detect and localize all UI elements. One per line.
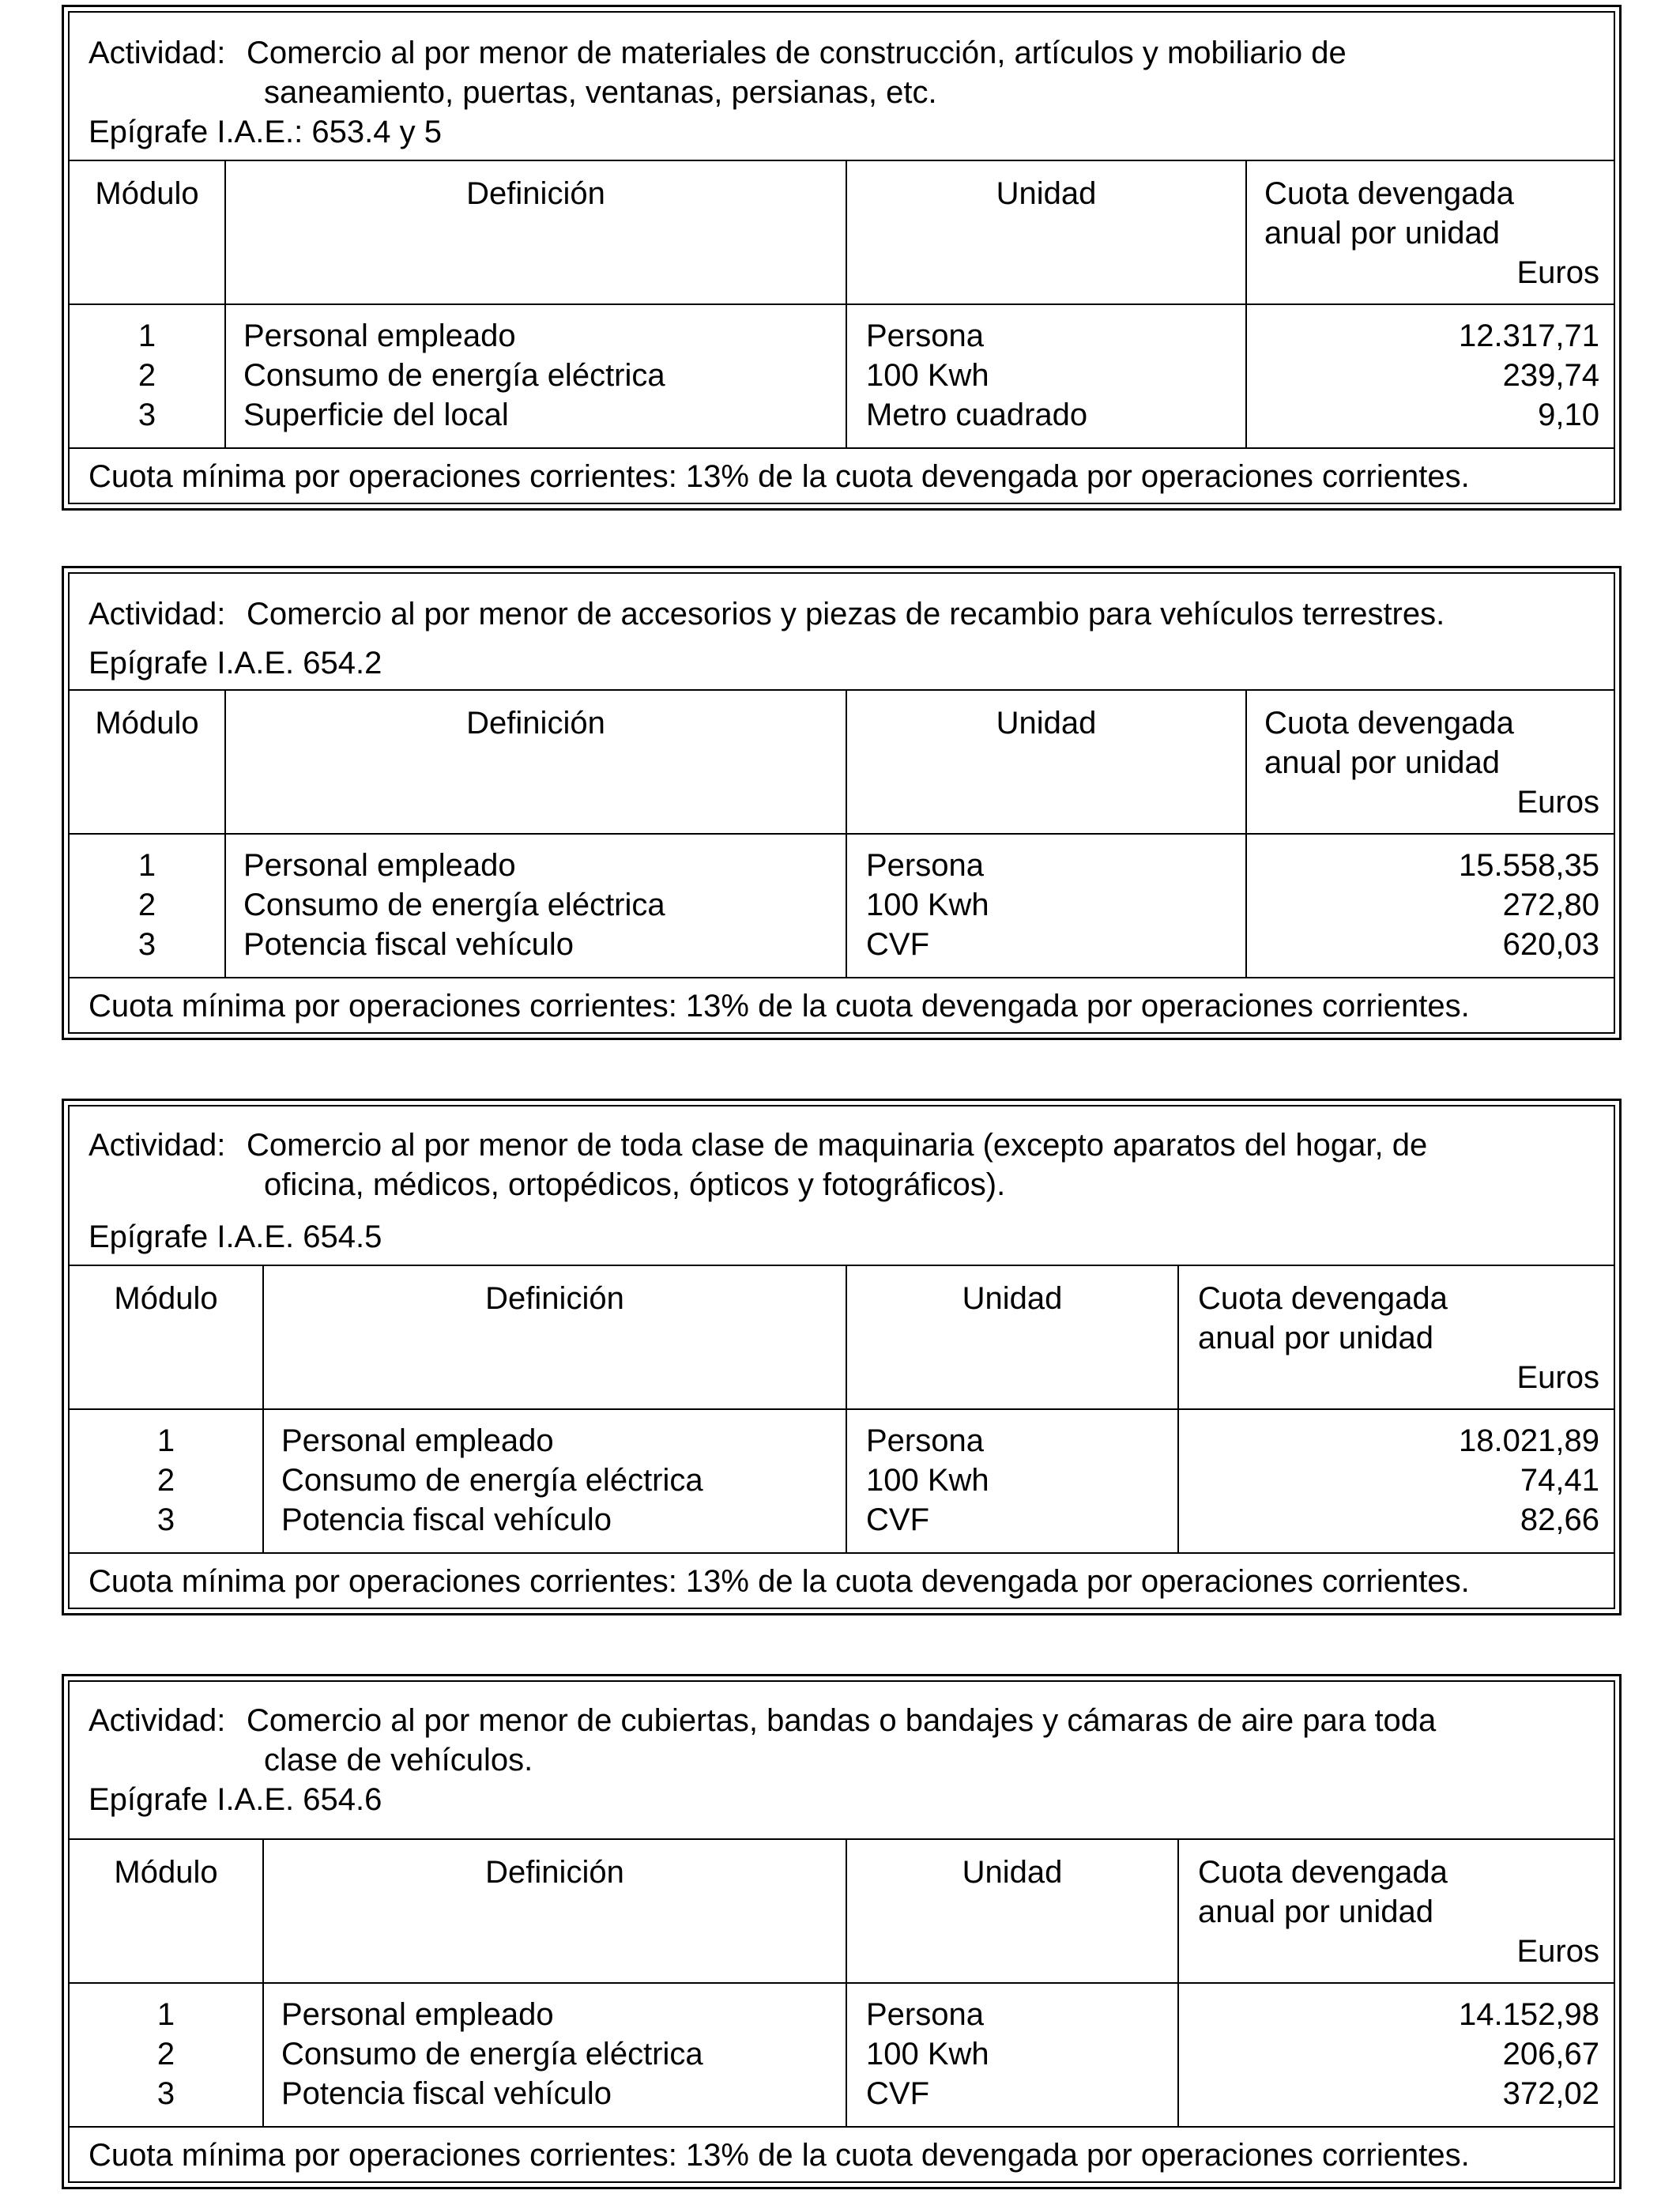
cell-cuota: 12.317,71 [1459,319,1599,353]
epigrafe: Epígrafe I.A.E.: 653.4 y 5 [89,115,442,149]
header-cuota-line-2: anual por unidad [1264,745,1501,780]
table-body [70,1410,1614,1554]
cell-cuota: 14.152,98 [1459,1997,1599,2032]
header-modulo: Módulo [95,706,199,741]
activity-description [247,1125,1595,1204]
cell-definicion: Personal empleado [281,1423,554,1458]
cell-modulo: 2 [137,358,156,393]
cell-cuota: 239,74 [1502,358,1599,393]
header-definicion: Definición [466,176,605,211]
header-cuota-line-1: Cuota devengada [1198,1855,1448,1890]
activity-block [62,566,1622,1040]
header-definicion: Definición [485,1855,624,1890]
cell-unidad: Persona [866,848,984,883]
epigrafe: Epígrafe I.A.E. 654.2 [89,646,382,680]
activity-line-2: oficina, médicos, ortopédicos, ópticos y fotográficos). [264,1167,1006,1202]
activity-label: Actividad: [89,36,226,70]
cell-modulo: 2 [156,1463,175,1498]
cell-definicion: Superficie del local [243,398,509,432]
cell-cuota: 272,80 [1502,888,1599,922]
cell-definicion: Consumo de energía eléctrica [243,888,665,922]
cuota-minima-note: Cuota mínima por operaciones corrientes: 13% de la cuota devengada por operaciones corrientes. [89,2138,1470,2173]
header-cuota-line-1: Cuota devengada [1264,176,1514,211]
activity-label: Actividad: [89,597,226,631]
cell-modulo: 2 [156,2037,175,2071]
activity-header [70,1682,1614,1840]
cell-cuota: 18.021,89 [1459,1423,1599,1458]
cell-unidad: 100 Kwh [866,888,989,922]
activity-description [247,33,1595,112]
table-body [70,1984,1614,2128]
cell-modulo: 1 [156,1423,175,1458]
cuota-minima-note: Cuota mínima por operaciones corrientes: 13% de la cuota devengada por operaciones corrientes. [89,1564,1470,1599]
cell-modulo: 1 [156,1997,175,2032]
cell-unidad: 100 Kwh [866,2037,989,2071]
cell-definicion: Personal empleado [281,1997,554,2032]
cell-cuota: 82,66 [1520,1502,1599,1537]
cell-unidad: Persona [866,1423,984,1458]
activity-line-2: saneamiento, puertas, ventanas, persianas, etc. [264,75,937,110]
activity-label: Actividad: [89,1703,226,1738]
cell-cuota: 15.558,35 [1459,848,1599,883]
cell-modulo: 3 [137,927,156,962]
epigrafe: Epígrafe I.A.E. 654.6 [89,1782,382,1817]
cell-unidad: Metro cuadrado [866,398,1088,432]
activity-line-2: clase de vehículos. [264,1743,533,1777]
epigrafe: Epígrafe I.A.E. 654.5 [89,1220,382,1254]
header-modulo: Módulo [95,176,199,211]
header-cuota-line-2: anual por unidad [1264,216,1501,251]
activity-header [70,574,1614,691]
cell-definicion: Potencia fiscal vehículo [243,927,574,962]
cell-cuota: 620,03 [1502,927,1599,962]
header-modulo: Módulo [114,1855,218,1890]
table-body [70,305,1614,449]
activity-description [247,594,1595,634]
header-cuota-unit: Euros [1516,785,1599,820]
cell-definicion: Potencia fiscal vehículo [281,2076,612,2111]
cuota-minima-note: Cuota mínima por operaciones corrientes: 13% de la cuota devengada por operaciones corrientes. [89,989,1470,1023]
activity-block-frame [68,11,1615,504]
cell-modulo: 3 [156,1502,175,1537]
activity-description [247,1701,1595,1780]
header-definicion: Definición [466,706,605,741]
cell-definicion: Personal empleado [243,848,516,883]
header-unidad: Unidad [996,176,1097,211]
cell-definicion: Personal empleado [243,319,516,353]
activity-line-1: Comercio al por menor de cubiertas, bandas o bandajes y cámaras de aire para toda [247,1703,1437,1738]
header-cuota-unit: Euros [1516,255,1599,290]
activity-block-frame [68,572,1615,1034]
cell-unidad: CVF [866,927,929,962]
column-header-row [70,1266,1614,1410]
cell-definicion: Potencia fiscal vehículo [281,1502,612,1537]
activity-line-1: Comercio al por menor de toda clase de maquinaria (excepto aparatos del hogar, de [247,1128,1428,1163]
cell-cuota: 206,67 [1502,2037,1599,2071]
cell-unidad: CVF [866,1502,929,1537]
cell-unidad: Persona [866,319,984,353]
header-cuota-unit: Euros [1516,1934,1599,1969]
cell-modulo: 1 [137,848,156,883]
cell-cuota: 74,41 [1520,1463,1599,1498]
header-definicion: Definición [485,1281,624,1316]
activity-block-frame [68,1680,1615,2183]
column-header-row [70,691,1614,835]
cell-definicion: Consumo de energía eléctrica [243,358,665,393]
header-modulo: Módulo [114,1281,218,1316]
header-unidad: Unidad [962,1281,1063,1316]
activity-block [62,1099,1622,1615]
activity-label: Actividad: [89,1128,226,1163]
activity-header [70,13,1614,161]
header-cuota-unit: Euros [1516,1360,1599,1395]
cell-cuota: 9,10 [1538,398,1599,432]
cell-modulo: 1 [137,319,156,353]
header-cuota-line-1: Cuota devengada [1264,706,1514,741]
cuota-minima-note: Cuota mínima por operaciones corrientes: 13% de la cuota devengada por operaciones corrientes. [89,459,1470,494]
cell-unidad: 100 Kwh [866,358,989,393]
activity-block [62,5,1622,511]
cell-unidad: Persona [866,1997,984,2032]
header-unidad: Unidad [962,1855,1063,1890]
cell-definicion: Consumo de energía eléctrica [281,1463,703,1498]
header-cuota-line-2: anual por unidad [1198,1894,1434,1929]
cell-modulo: 2 [137,888,156,922]
activity-block-frame [68,1105,1615,1609]
cell-unidad: CVF [866,2076,929,2111]
activity-header [70,1106,1614,1266]
cell-cuota: 372,02 [1502,2076,1599,2111]
header-cuota-line-2: anual por unidad [1198,1321,1434,1355]
cell-modulo: 3 [137,398,156,432]
header-cuota-line-1: Cuota devengada [1198,1281,1448,1316]
column-header-row [70,161,1614,305]
table-body [70,835,1614,978]
cell-unidad: 100 Kwh [866,1463,989,1498]
cell-definicion: Consumo de energía eléctrica [281,2037,703,2071]
activity-block [62,1674,1622,2189]
header-unidad: Unidad [996,706,1097,741]
activity-line-1: Comercio al por menor de accesorios y piezas de recambio para vehículos terrestres. [247,597,1445,631]
column-header-row [70,1840,1614,1984]
cell-modulo: 3 [156,2076,175,2111]
activity-line-1: Comercio al por menor de materiales de construcción, artículos y mobiliario de [247,36,1347,70]
